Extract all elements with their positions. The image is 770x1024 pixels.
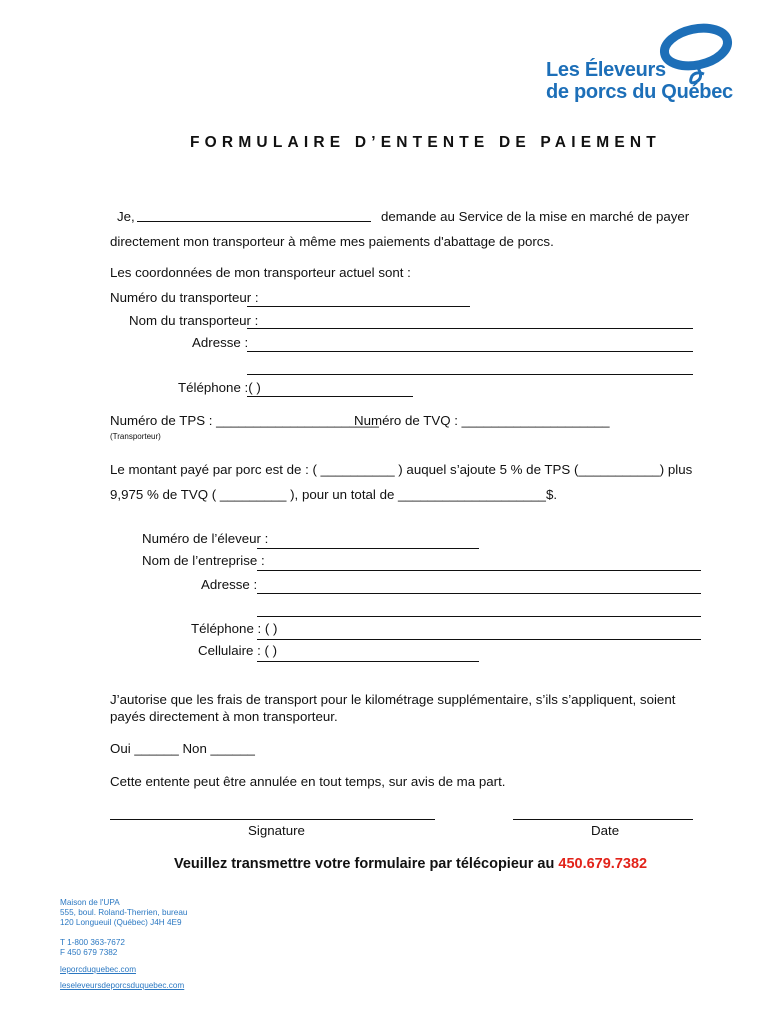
transporteur-heading: Les coordonnées de mon transporteur actuel sont : [110, 265, 411, 280]
fax-instruction [174, 856, 647, 872]
eleveur-entreprise-line[interactable] [257, 570, 701, 571]
eleveur-adresse-line-1[interactable] [257, 593, 701, 594]
transporteur-adresse-line-1[interactable] [247, 351, 693, 352]
logo-line-2: de porcs du Québec [546, 81, 733, 103]
eleveur-numero-label: Numéro de l’éleveur : [142, 531, 269, 546]
transporteur-numero-line[interactable] [247, 306, 470, 307]
transporteur-nom-line[interactable] [247, 328, 693, 329]
footer-address-2: 120 Longueuil (Québec) J4H 4E9 [60, 918, 182, 927]
oui-non-field[interactable]: Oui ______ Non ______ [110, 741, 255, 756]
eleveur-telephone-line[interactable] [257, 639, 701, 640]
transporteur-adresse-line-2[interactable] [247, 374, 693, 375]
signature-line[interactable] [110, 819, 435, 820]
eleveur-cellulaire-line[interactable] [257, 661, 479, 662]
montant-line-2[interactable]: 9,975 % de TVQ ( _________ ), pour un total de ____________________$. [110, 487, 558, 502]
eleveur-entreprise-label: Nom de l’entreprise : [142, 553, 265, 568]
name-field-line[interactable] [137, 221, 371, 222]
eleveur-adresse-label: Adresse : [201, 577, 258, 592]
date-label: Date [591, 823, 620, 838]
intro-demande: demande au Service de la mise en marché de payer [381, 209, 690, 224]
footer-email-link[interactable]: leseleveursdeporcsduquebec.com [60, 981, 185, 990]
footer-org: Maison de l'UPA [60, 898, 120, 907]
eleveur-cellulaire-label: Cellulaire : ( ) [198, 643, 278, 658]
tps-field[interactable]: Numéro de TPS : ______________________ [110, 413, 379, 428]
footer-contact [60, 898, 187, 991]
autorisation-line-2: payés directement à mon transporteur. [110, 709, 338, 724]
logo-line-1: Les Éleveurs [546, 59, 666, 81]
transporteur-nom-label: Nom du transporteur : [129, 313, 259, 328]
intro-je: Je, [117, 209, 135, 224]
document-title: FORMULAIRE D’ENTENTE DE PAIEMENT [190, 134, 661, 151]
transporteur-numero-label: Numéro du transporteur : [110, 290, 259, 305]
autorisation-line-1: J’autorise que les frais de transport pour le kilométrage supplémentaire, s’ils s’appliquent, soient [110, 692, 676, 707]
date-line[interactable] [513, 819, 693, 820]
fax-number: 450.679.7382 [558, 856, 648, 872]
footer-website-link[interactable]: leporcduquebec.com [60, 965, 137, 974]
transporteur-note: (Transporteur) [110, 432, 161, 441]
signature-label: Signature [248, 823, 305, 838]
footer-phone: T 1-800 363-7672 [60, 938, 125, 947]
intro-line-2: directement mon transporteur à même mes paiements d'abattage de porcs. [110, 234, 554, 249]
footer-fax: F 450 679 7382 [60, 948, 118, 957]
montant-line-1[interactable]: Le montant payé par porc est de : ( __________ ) auquel s’ajoute 5 % de TPS (___________) plus [110, 462, 693, 477]
eleveur-adresse-line-2[interactable] [257, 616, 701, 617]
transporteur-telephone-label: Téléphone :( ) [178, 380, 261, 395]
eleveur-telephone-label: Téléphone : ( ) [191, 621, 278, 636]
footer-address-1: 555, boul. Roland-Therrien, bureau [60, 908, 188, 917]
tvq-field[interactable]: Numéro de TVQ : ____________________ [354, 413, 610, 428]
fax-text: Veuillez transmettre votre formulaire par télécopieur au [174, 856, 555, 872]
eleveur-numero-line[interactable] [257, 548, 479, 549]
annulation-text: Cette entente peut être annulée en tout temps, sur avis de ma part. [110, 774, 506, 789]
transporteur-telephone-line[interactable] [247, 396, 413, 397]
transporteur-adresse-label: Adresse : [192, 335, 249, 350]
